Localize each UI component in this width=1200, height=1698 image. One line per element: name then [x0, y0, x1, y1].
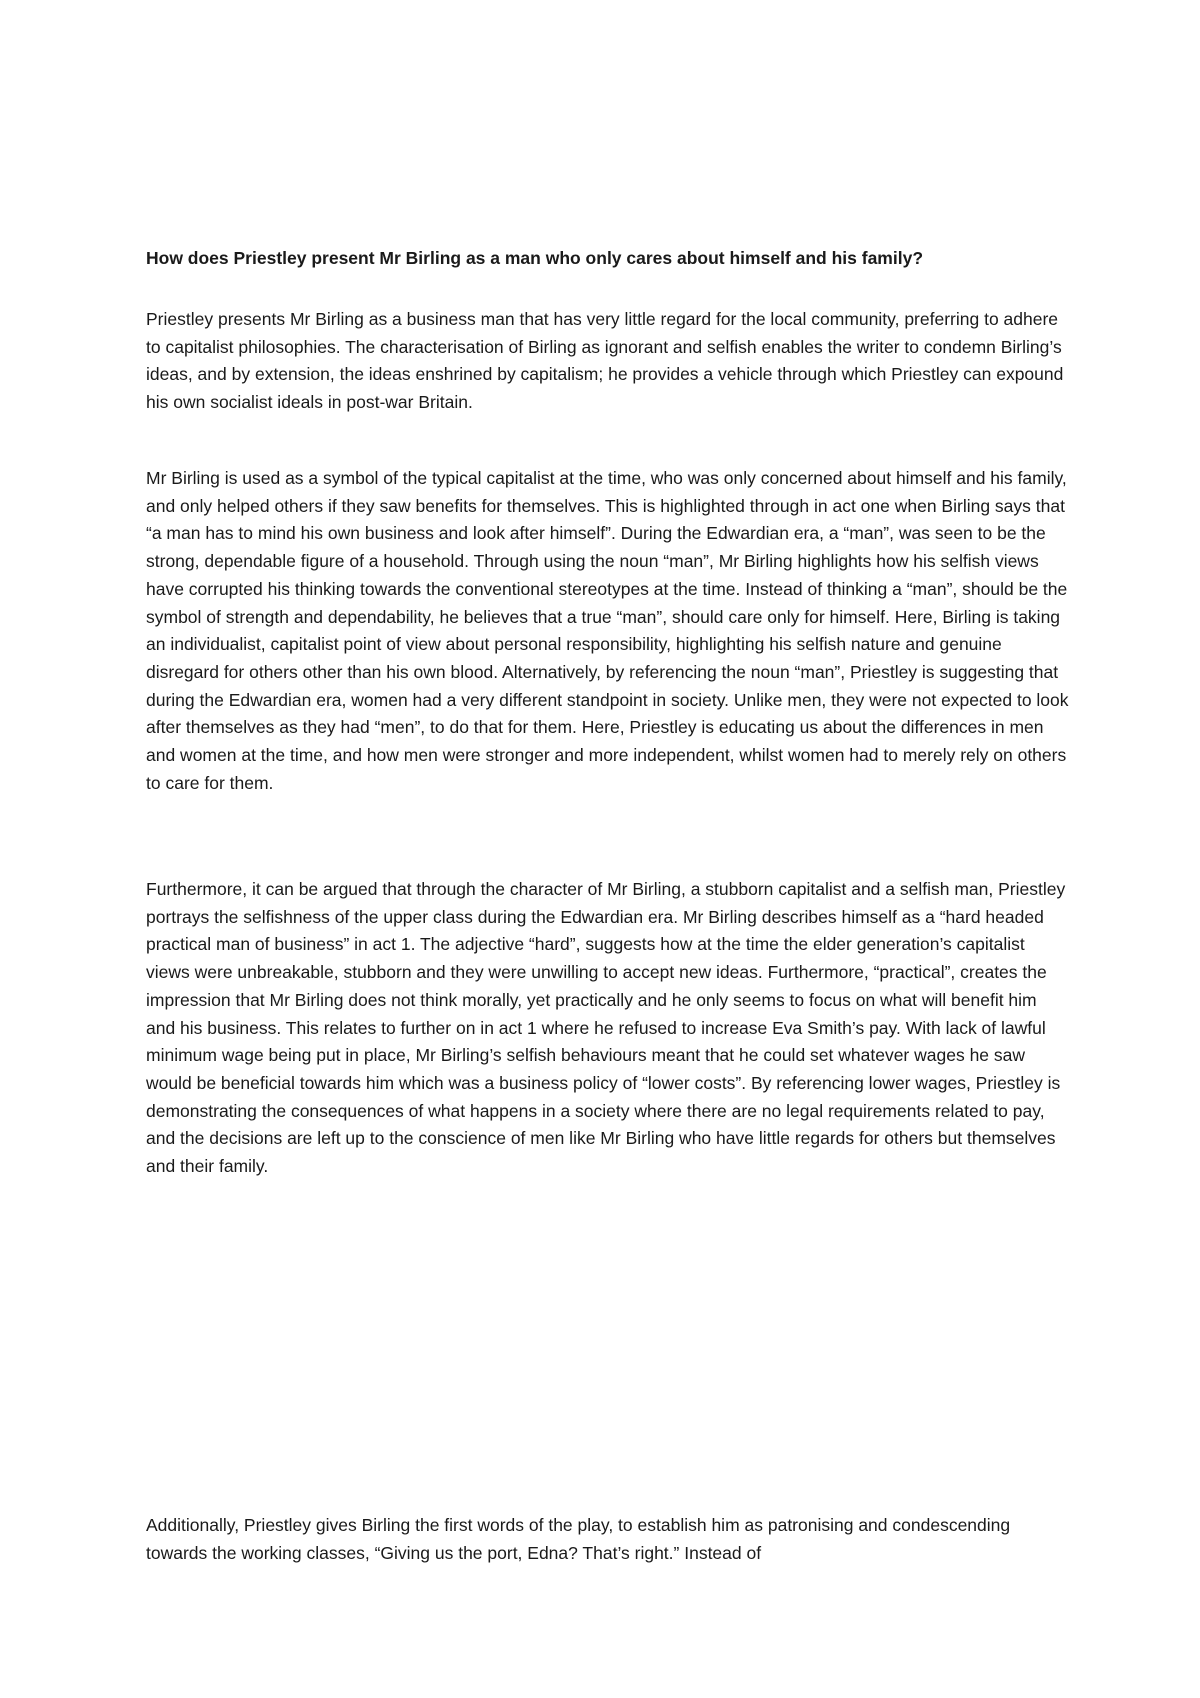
paragraph-first-words: Additionally, Priestley gives Birling the first words of the play, to establish him as patronising and condescending towards the working classes, “Giving us the port, Edna? That’s right.” Instead of [146, 1515, 1011, 1563]
paragraph-symbol-of-capitalist: Mr Birling is used as a symbol of the typical capitalist at the time, who was only concerned about himself and his family, and only helped others if they saw benefits for themselves. This is highlighted through in act one when Birling says that “a man has to mind his own business and look after himself”. During the Edwardian era, a “man”, was seen to be the strong, dependable figure of a household. Through using the noun “man”, Mr Birling highlights how his selfish views have corrupted his thinking towards the conventional stereotypes at the time. Instead of thinking a “man”, should be the symbol of strength and dependability, he believes that a true “man”, should care only for himself. Here, Birling is taking an individualist, capitalist point of view about personal responsibility, highlighting his selfish nature and genuine disregard for others other than his own blood. Alternatively, by referencing the noun “man”, Priestley is suggesting that during the Edwardian era, women had a very different standpoint in society. Unlike men, they were not expected to look after themselves as they had “men”, to do that for them. Here, Priestley is educating us about the differences in men and women at the time, and how men were stronger and more independent, whilst women had to merely rely on others to care for them. [146, 468, 1069, 793]
paragraph-upper-class-selfishness: Furthermore, it can be argued that through the character of Mr Birling, a stubborn capitalist and a selfish man, Priestley portrays the selfishness of the upper class during the Edwardian era. Mr Birling describes himself as a “hard headed practical man of business” in act 1. The adjective “hard”, suggests how at the time the elder generation’s capitalist views were unbreakable, stubborn and they were unwilling to accept new ideas. Furthermore, “practical”, creates the impression that Mr Birling does not think morally, yet practically and he only seems to focus on what will benefit him and his business. This relates to further on in act 1 where he refused to increase Eva Smith’s pay. With lack of lawful minimum wage being put in place, Mr Birling’s selfish behaviours meant that he could set whatever wages he saw would be beneficial towards him which was a business policy of “lower costs”. By referencing lower wages, Priestley is demonstrating the consequences of what happens in a society where there are no legal requirements related to pay, and the decisions are left up to the conscience of men like Mr Birling who have little regards for others but themselves and their family. [146, 879, 1066, 1177]
paragraph-introduction: Priestley presents Mr Birling as a business man that has very little regard for the local community, preferring to adhere to capitalist philosophies. The characterisation of Birling as ignorant and selfish enables the writer to condemn Birling’s ideas, and by extension, the ideas enshrined by capitalism; he provides a vehicle through which Priestley can expound his own socialist ideals in post-war Britain. [146, 309, 1064, 413]
essay-question-heading: How does Priestley present Mr Birling as a man who only cares about himself and his family? [146, 248, 924, 268]
